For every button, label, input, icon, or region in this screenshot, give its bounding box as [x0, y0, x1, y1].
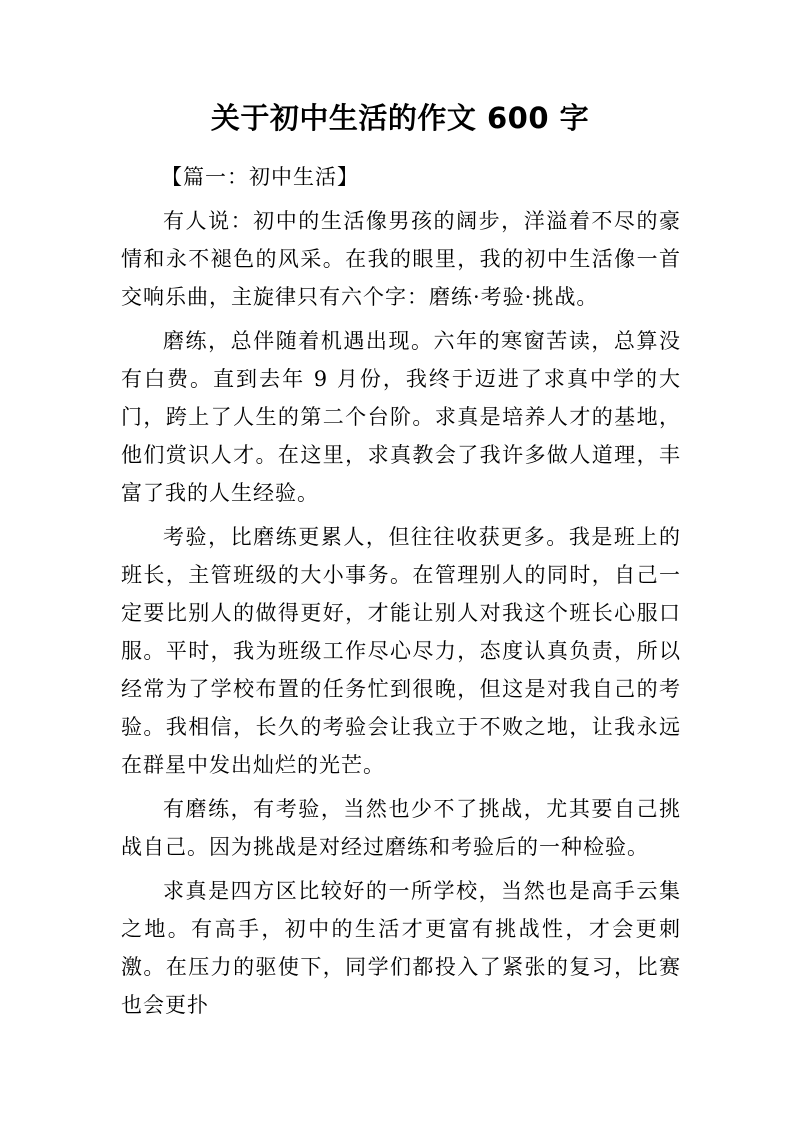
paragraph-4: 有磨练，有考验，当然也少不了挑战，尤其要自己挑战自己。因为挑战是对经过磨练和考验后的一种检验。 [121, 797, 681, 859]
paragraph-1: 有人说：初中的生活像男孩的阔步，洋溢着不尽的豪情和永不褪色的风采。在我的眼里，我的初中生活像一首交响乐曲，主旋律只有六个字：磨练·考验·挑战。 [121, 209, 681, 309]
document-body [121, 158, 681, 1030]
section-heading: 【篇一：初中生活】 [161, 165, 359, 189]
paragraph-2: 磨练，总伴随着机遇出现。六年的寒窗苦读，总算没有白费。直到去年 9 月份，我终于迈进了求真中学的大门，跨上了人生的第二个台阶。求真是培养人才的基地，他们赏识人才。在这里，求真教会了我许多做人道理，丰富了我的人生经验。 [121, 329, 681, 505]
paragraph-5: 求真是四方区比较好的一所学校，当然也是高手云集之地。有高手，初中的生活才更富有挑战性，才会更刺激。在压力的驱使下，同学们都投入了紧张的复习，比赛也会更扑 [121, 879, 681, 1017]
paragraph-3: 考验，比磨练更累人，但往往收获更多。我是班上的班长，主管班级的大小事务。在管理别人的同时，自己一定要比别人的做得更好，才能让别人对我这个班长心服口服。平时，我为班级工作尽心尽力，态度认真负责，所以经常为了学校布置的任务忙到很晚，但这是对我自己的考验。我相信，长久的考验会让我立于不败之地，让我永远在群星中发出灿烂的光芒。 [121, 525, 681, 777]
document-title: 关于初中生活的作文 600 字 [210, 101, 590, 135]
